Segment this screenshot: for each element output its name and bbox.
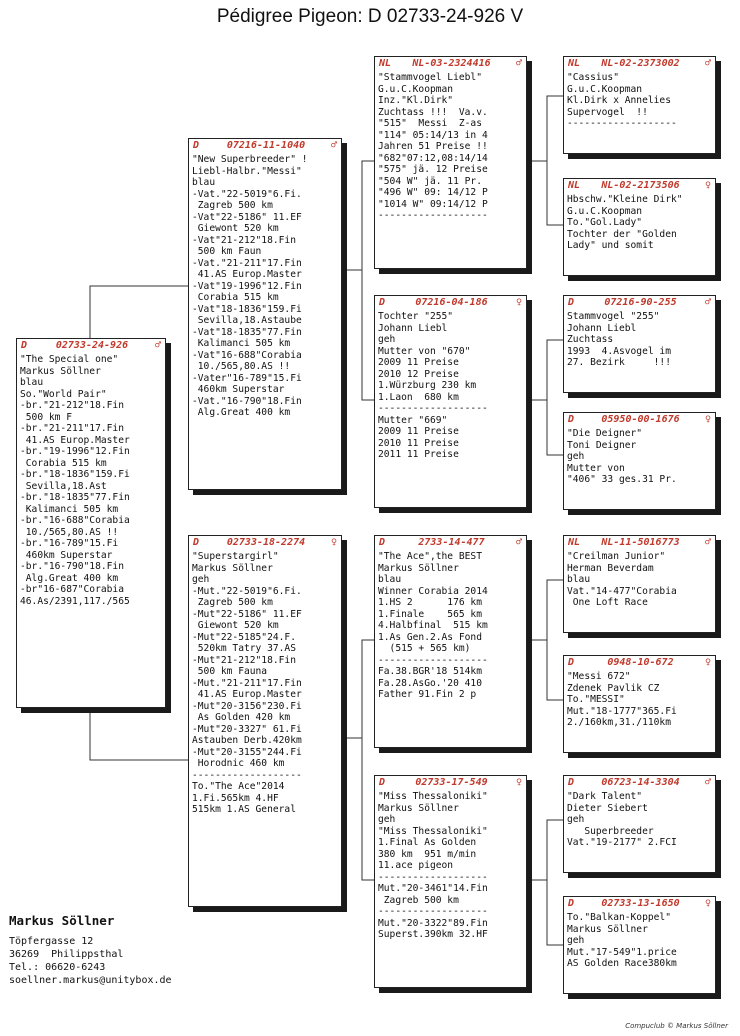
- card-line: Zuchtass !!! Va.v.: [378, 106, 488, 118]
- card-line: Kl.Dirk x Annelies: [567, 95, 671, 106]
- card-line: Horodnic 460 km: [192, 758, 285, 769]
- owner-street: Töpfergasse 12: [9, 936, 94, 947]
- card-header: [564, 57, 715, 70]
- card-line: G.u.C.Koopman: [567, 83, 643, 95]
- card-line: Hbschw."Kleine Dirk": [567, 194, 683, 205]
- card-body: [564, 309, 715, 369]
- card-line: geh: [567, 935, 585, 946]
- card-ring-number: 07216-90-255: [604, 297, 677, 308]
- pedigree-card-mf-sire: [563, 535, 716, 633]
- card-line: -------------------: [378, 654, 488, 666]
- card-sex-symbol: ♀: [515, 777, 522, 788]
- card-line: "Miss Thessaloniki": [378, 791, 488, 802]
- card-line: 1.Laon 680 km: [378, 391, 459, 403]
- card-line: Zagreb 500 km: [192, 200, 273, 211]
- card-line: 520km Tatry 37.AS: [192, 643, 296, 654]
- pedigree-card-fm-sire: [563, 295, 716, 393]
- card-line: -Vater"16-789"15.Fi: [192, 372, 302, 384]
- card-line: 460km Superstar: [192, 384, 285, 395]
- card-line: 1.HS 2 176 km: [378, 597, 482, 608]
- card-line: 1.Finale 565 km: [378, 608, 482, 620]
- card-line: "Cassius": [567, 72, 619, 83]
- card-body: [564, 789, 715, 849]
- card-line: -Mut."22-5019"6.Fi.: [192, 585, 302, 597]
- card-header: [189, 139, 341, 152]
- card-line: So."World Pair": [20, 388, 107, 400]
- card-sex-symbol: ♀: [704, 414, 711, 425]
- card-line: 1.Final As Golden: [378, 837, 477, 848]
- card-line: Zdenek Pavlik CZ: [567, 682, 660, 694]
- card-body: [189, 549, 341, 816]
- card-line: -br."16-789"15.Fi: [20, 538, 119, 549]
- card-line: "Stammvogel Liebl": [378, 72, 482, 83]
- card-line: -------------------: [378, 210, 488, 221]
- card-country-code: D: [568, 898, 575, 909]
- card-header: [564, 296, 715, 309]
- card-sex-symbol: ♂: [704, 777, 711, 788]
- card-country-code: NL: [568, 537, 581, 548]
- pedigree-card-father: [188, 138, 342, 490]
- card-line: Johann Liebl: [567, 322, 637, 334]
- card-line: (515 + 565 km): [378, 643, 471, 654]
- card-country-code: D: [193, 537, 200, 548]
- card-line: To."The Ace"2014: [192, 781, 285, 792]
- pedigree-card-fm-dam: [563, 412, 716, 510]
- card-line: "406" 33 ges.31 Pr.: [567, 474, 677, 485]
- card-line: -Mut"20-3327" 61.Fi: [192, 723, 302, 735]
- card-line: 1.Würzburg 230 km: [378, 380, 477, 391]
- card-line: To."Balkan-Koppel": [567, 912, 671, 923]
- card-sex-symbol: ♂: [704, 58, 711, 69]
- card-line: -Mut."21-211"17.Fin: [192, 677, 302, 689]
- card-country-code: D: [193, 140, 200, 151]
- card-country-code: D: [379, 777, 386, 788]
- card-line: -Vat"22-5186" 11.EF: [192, 211, 302, 223]
- card-line: 1.As Gen.2.As Fond: [378, 631, 482, 643]
- card-country-code: D: [568, 777, 575, 788]
- card-body: [564, 70, 715, 130]
- card-line: Markus Söllner: [378, 802, 459, 814]
- card-line: -Vat"18-1835"77.Fin: [192, 326, 302, 338]
- card-sex-symbol: ♀: [704, 898, 711, 909]
- card-line: One Loft Race: [567, 597, 648, 608]
- card-line: Markus Söllner: [192, 562, 273, 574]
- card-line: -br."19-1996"12.Fin: [20, 446, 130, 457]
- card-sex-symbol: ♀: [704, 180, 711, 191]
- card-sex-symbol: ♀: [704, 657, 711, 668]
- card-line: -br."21-211"17.Fin: [20, 423, 124, 434]
- pedigree-card-father-sire: [374, 56, 527, 269]
- card-line: "504 W" jä. 11 Pr.: [378, 175, 482, 187]
- card-body: [564, 426, 715, 486]
- card-line: Astauben Derb.420km: [192, 735, 302, 746]
- card-line: Alg.Great 400 km: [20, 572, 119, 584]
- card-line: geh: [192, 574, 210, 585]
- card-line: "575" jä. 12 Preise: [378, 164, 488, 175]
- card-ring-number: 07216-11-1040: [226, 140, 306, 151]
- card-line: Father 91.Fin 2 p: [378, 689, 477, 700]
- card-line: To."MESSI": [567, 694, 625, 705]
- card-line: Superbreeder: [567, 825, 654, 837]
- card-header: [564, 413, 715, 426]
- card-line: "682"07:12,08:14/14: [378, 152, 488, 164]
- card-line: Giewont 520 km: [192, 620, 279, 631]
- card-line: 10./565,80.AS !!: [192, 361, 291, 372]
- card-line: Giewont 520 km: [192, 223, 279, 234]
- card-line: "Superstargirl": [192, 551, 279, 562]
- card-header: [375, 57, 526, 70]
- card-line: Alg.Great 400 km: [192, 407, 291, 418]
- card-ring-number: 02733-17-549: [415, 777, 488, 788]
- card-ring-number: NL-02-2373002: [601, 58, 680, 69]
- card-line: "New Superbreeder" !: [192, 154, 308, 165]
- card-line: -br."18-1835"77.Fin: [20, 492, 130, 503]
- card-header: [564, 656, 715, 669]
- card-ring-number: 02733-18-2274: [226, 537, 306, 548]
- pedigree-card-ff-sire: [563, 56, 716, 154]
- card-header: [189, 536, 341, 549]
- card-line: Tochter "255": [378, 311, 454, 322]
- card-line: Tochter der "Golden: [567, 228, 677, 240]
- card-line: Corabia 515 km: [192, 292, 279, 303]
- pedigree-card-father-dam: [374, 295, 527, 508]
- card-line: 27. Bezirk !!!: [567, 357, 671, 368]
- card-line: -Vat"19-1996"12.Fin: [192, 280, 302, 292]
- card-line: -br."16-688"Corabia: [20, 515, 130, 526]
- card-header: [375, 296, 526, 309]
- pedigree-card-mm-sire: [563, 775, 716, 873]
- owner-email: soellner.markus@unitybox.de: [9, 975, 172, 986]
- card-line: blau: [567, 574, 591, 585]
- card-line: 10./565,80.AS !!: [20, 526, 119, 538]
- card-line: "114" 05:14/13 in 4: [378, 129, 488, 141]
- card-ring-number: 05950-00-1676: [601, 414, 680, 425]
- card-line: 460km Superstar: [20, 549, 113, 561]
- card-line: 2009 11 Preise: [378, 357, 459, 368]
- card-line: -Vat"21-212"18.Fin: [192, 234, 296, 246]
- card-header: [17, 339, 165, 352]
- card-line: "Dark Talent": [567, 791, 643, 802]
- card-line: -Vat"16-688"Corabia: [192, 349, 302, 361]
- pedigree-card-subject: [16, 338, 166, 708]
- card-body: [17, 352, 165, 607]
- card-line: As Golden 420 km: [192, 712, 291, 723]
- card-sex-symbol: ♂: [515, 537, 522, 548]
- card-line: -br."16-790"18.Fin: [20, 561, 124, 572]
- card-body: [564, 910, 715, 970]
- card-line: -Vat."21-211"17.Fin: [192, 257, 302, 269]
- card-line: 2009 11 Preise: [378, 426, 459, 437]
- card-sex-symbol: ♂: [330, 140, 337, 151]
- card-body: [375, 309, 526, 461]
- card-line: Sevilla,18.Astaube: [192, 315, 302, 326]
- card-line: Vat."19-2177" 2.FCI: [567, 837, 677, 848]
- card-line: Johann Liebl: [378, 322, 448, 334]
- card-line: Mut."20-3461"14.Fin: [378, 883, 488, 894]
- card-line: Mut."20-3322"89.Fin: [378, 917, 488, 929]
- card-line: Vat."14-477"Corabia: [567, 585, 677, 597]
- card-line: Jahren 51 Preise !!: [378, 141, 488, 152]
- card-line: G.u.C.Koopman: [378, 83, 454, 95]
- card-country-code: D: [568, 657, 575, 668]
- card-sex-symbol: ♀: [330, 537, 337, 548]
- card-line: "The Ace",the BEST: [378, 551, 482, 562]
- owner-address-block: [9, 914, 172, 987]
- card-header: [564, 897, 715, 910]
- owner-name: Markus Söllner: [9, 913, 115, 928]
- card-line: 500 km Faun: [192, 246, 262, 257]
- pedigree-card-mother-sire: [374, 535, 527, 748]
- card-line: Toni Deigner: [567, 439, 637, 451]
- card-body: [375, 70, 526, 222]
- card-ring-number: 07216-04-186: [415, 297, 488, 308]
- card-line: 4.Halbfinal 515 km: [378, 620, 488, 631]
- card-line: blau: [192, 177, 216, 188]
- owner-city: 36269 Philippsthal: [9, 949, 124, 960]
- card-line: Sevilla,18.Ast: [20, 480, 107, 492]
- card-sex-symbol: ♂: [515, 58, 522, 69]
- card-line: Mutter von "670": [378, 345, 471, 357]
- card-header: [375, 776, 526, 789]
- card-line: Corabia 515 km: [20, 457, 107, 469]
- card-line: -------------------: [378, 871, 488, 883]
- pedigree-card-mother: [188, 535, 342, 907]
- card-ring-number: 02733-13-1650: [601, 898, 680, 909]
- card-line: To."Gol.Lady": [567, 217, 643, 228]
- card-line: geh: [567, 814, 585, 825]
- card-line: Winner Corabia 2014: [378, 585, 488, 597]
- card-country-code: D: [21, 340, 28, 351]
- card-line: Dieter Siebert: [567, 802, 648, 814]
- card-line: Inz."Kl.Dirk": [378, 95, 454, 106]
- footer-credit: Compuclub © Markus Söllner: [625, 1022, 728, 1030]
- card-line: -Mut"20-3155"244.Fi: [192, 746, 302, 758]
- card-sex-symbol: ♂: [704, 537, 711, 548]
- card-country-code: D: [568, 414, 575, 425]
- card-line: Lady" und somit: [567, 240, 654, 251]
- pedigree-card-mf-dam: [563, 655, 716, 753]
- card-line: Markus Söllner: [378, 562, 459, 574]
- card-line: "Miss Thessaloniki": [378, 825, 488, 837]
- card-line: "Creilman Junior": [567, 551, 666, 562]
- card-line: geh: [378, 334, 396, 345]
- card-line: geh: [567, 451, 585, 462]
- card-line: -Vat"18-1836"159.Fi: [192, 303, 302, 315]
- card-header: [375, 536, 526, 549]
- page-title: Pédigree Pigeon: D 02733-24-926 V: [216, 6, 524, 27]
- card-line: -Vat."22-5019"6.Fi.: [192, 188, 302, 200]
- card-body: [564, 669, 715, 729]
- card-country-code: NL: [568, 180, 581, 191]
- card-sex-symbol: ♂: [154, 340, 161, 351]
- card-line: blau: [20, 377, 44, 388]
- card-line: Supervogel !!: [567, 106, 648, 118]
- card-line: "The Special one": [20, 354, 119, 365]
- card-line: -Mut"22-5186" 11.EF: [192, 608, 302, 620]
- card-line: Herman Beverdam: [567, 562, 654, 574]
- card-line: 41.AS Europ.Master: [192, 689, 302, 700]
- card-ring-number: 06723-14-3304: [601, 777, 680, 788]
- card-line: Zagreb 500 km: [192, 597, 273, 608]
- card-sex-symbol: ♂: [704, 297, 711, 308]
- card-line: 11.ace pigeon: [378, 860, 454, 871]
- card-line: 1993 4.Asvogel im: [567, 345, 671, 357]
- card-line: 380 km 951 m/min: [378, 848, 477, 860]
- card-body: [189, 152, 341, 419]
- card-line: 41.AS Europ.Master: [192, 269, 302, 280]
- card-ring-number: NL-03-2324416: [412, 58, 491, 69]
- card-ring-number: 2733-14-477: [418, 537, 485, 548]
- card-line: 500 km Fauna: [192, 666, 268, 677]
- card-body: [564, 549, 715, 609]
- card-line: 515km 1.AS General: [192, 804, 296, 815]
- card-line: -------------------: [192, 769, 302, 781]
- card-line: "515" Messi Z-as: [378, 118, 482, 129]
- card-header: [564, 179, 715, 192]
- card-line: -Mut"22-5185"24.F.: [192, 631, 296, 643]
- card-line: -------------------: [378, 403, 488, 414]
- card-line: Fa.38.BGR'18 514km: [378, 666, 482, 677]
- card-line: "496 W" 09: 14/12 P: [378, 187, 488, 198]
- card-sex-symbol: ♀: [515, 297, 522, 308]
- card-line: Mutter "669": [378, 414, 448, 426]
- card-line: 500 km F: [20, 411, 72, 423]
- card-line: Liebl-Halbr."Messi": [192, 165, 302, 177]
- card-line: -Mut"21-212"18.Fin: [192, 654, 296, 666]
- card-line: blau: [378, 574, 402, 585]
- card-line: 41.AS Europ.Master: [20, 434, 130, 446]
- card-line: Kalimanci 505 km: [20, 503, 119, 515]
- card-line: Mutter von: [567, 462, 625, 474]
- card-country-code: D: [568, 297, 575, 308]
- card-country-code: NL: [379, 58, 392, 69]
- card-country-code: D: [379, 297, 386, 308]
- card-line: -br"16-687"Corabia: [20, 584, 124, 595]
- card-line: Kalimanci 505 km: [192, 338, 291, 349]
- card-body: [564, 192, 715, 252]
- card-line: -Vat."16-790"18.Fin: [192, 395, 302, 407]
- card-line: Markus Söllner: [567, 923, 648, 935]
- card-line: -br."18-1836"159.Fi: [20, 469, 130, 480]
- card-line: "Die Deigner": [567, 428, 643, 439]
- card-line: Markus Söllner: [20, 365, 101, 377]
- card-ring-number: NL-11-5016773: [601, 537, 680, 548]
- card-line: 2010 12 Preise: [378, 368, 459, 380]
- card-line: Mut."17-549"1.price: [567, 946, 677, 958]
- card-line: geh: [378, 814, 396, 825]
- card-line: Zagreb 500 km: [378, 894, 459, 906]
- pedigree-card-mm-dam: [563, 896, 716, 994]
- card-line: -br."21-212"18.Fin: [20, 400, 124, 411]
- card-country-code: NL: [568, 58, 581, 69]
- card-body: [375, 549, 526, 701]
- pedigree-card-mother-dam: [374, 775, 527, 988]
- owner-phone: Tel.: 06620-6243: [9, 962, 106, 973]
- card-line: 2010 11 Preise: [378, 437, 459, 449]
- card-line: 2011 11 Preise: [378, 449, 459, 460]
- card-line: -Mut"20-3156"230.Fi: [192, 700, 302, 712]
- card-line: Zuchtass: [567, 334, 614, 345]
- card-line: Stammvogel "255": [567, 311, 660, 322]
- card-ring-number: NL-02-2173506: [601, 180, 680, 191]
- card-line: "1014 W" 09:14/12 P: [378, 198, 488, 210]
- card-ring-number: 0948-10-672: [607, 657, 674, 668]
- pedigree-card-ff-dam: [563, 178, 716, 276]
- card-header: [564, 536, 715, 549]
- card-line: 1.Fi.565km 4.HF: [192, 792, 279, 804]
- card-ring-number: 02733-24-926: [55, 340, 129, 351]
- card-line: Fa.28.AsGo.'20 410: [378, 677, 482, 689]
- card-line: AS Golden Race380km: [567, 958, 677, 969]
- card-header: [564, 776, 715, 789]
- card-body: [375, 789, 526, 941]
- card-line: "Messi 672": [567, 671, 631, 682]
- card-line: 2./160km,31./110km: [567, 717, 671, 728]
- card-line: -------------------: [567, 118, 677, 129]
- card-line: Superst.390km 32.HF: [378, 929, 488, 940]
- card-line: Mut."18-1777"365.Fi: [567, 705, 677, 717]
- card-line: -------------------: [378, 906, 488, 917]
- card-line: 46.As/2391,117./565: [20, 595, 130, 607]
- card-country-code: D: [379, 537, 386, 548]
- card-line: G.u.C.Koopman: [567, 205, 643, 217]
